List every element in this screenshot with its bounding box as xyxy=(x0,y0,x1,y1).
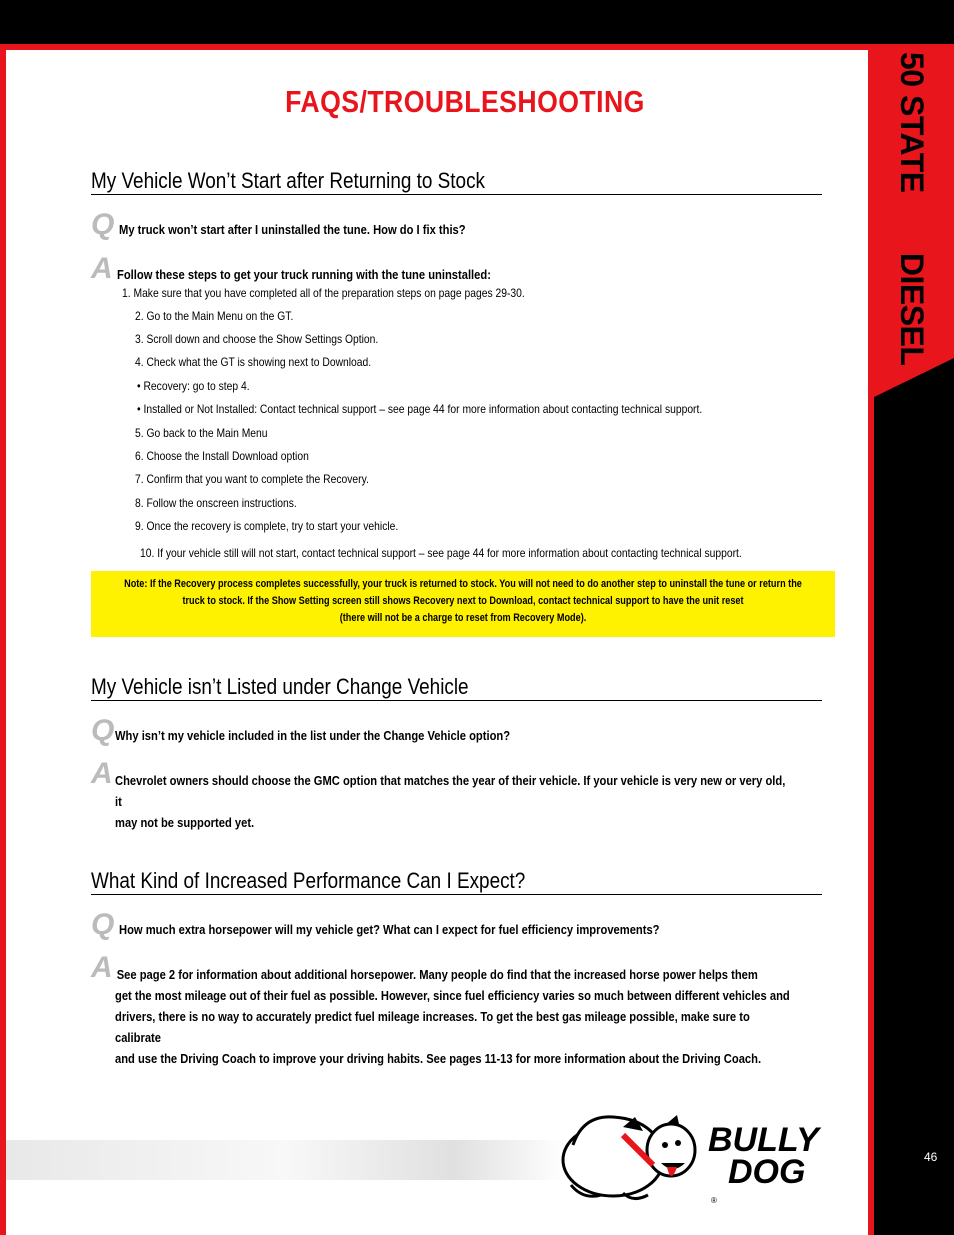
bulldog-mascot-icon xyxy=(563,1115,695,1199)
side-title-gt: GT xyxy=(894,201,930,253)
side-title xyxy=(884,52,940,366)
section1-heading-text: My Vehicle Won’t Start after Returning to Stock xyxy=(91,168,486,193)
top-bar xyxy=(0,0,954,44)
logo-text-bully: BULLY xyxy=(708,1121,819,1159)
side-title-diesel: DIESEL xyxy=(894,252,930,366)
section3-answer-line-2: get the most mileage out of their fuel as possible. However, since fuel efficiency varies so much between different vehicles and xyxy=(115,988,790,1003)
section3-answer-line-3: drivers, there is no way to accurately predict fuel mileage increases. To get the best gas mileage possible, make sure to calibrate xyxy=(115,1009,750,1045)
logo-text-dog: DOG xyxy=(728,1153,806,1191)
footer-gradient-bar xyxy=(6,1140,566,1180)
section3-answer xyxy=(115,964,794,1069)
step-9: 9. Once the recovery is complete, try to start your vehicle. xyxy=(135,519,399,533)
section2-question: Why isn’t my vehicle included in the list under the Change Vehicle option? xyxy=(115,728,511,743)
step-4-bullet-1: • Recovery: go to step 4. xyxy=(137,379,250,393)
note-line-1: Note: If the Recovery process completes successfully, your truck is returned to stock. You will not need to do another step to uninstall the tune or return the xyxy=(124,578,802,590)
section2-q-letter: Q xyxy=(91,714,115,747)
step-4-bullet-2: • Installed or Not Installed: Contact technical support – see page 44 for more information about contacting technical support. xyxy=(137,402,703,416)
section3-heading-text: What Kind of Increased Performance Can I Expect? xyxy=(91,868,526,893)
section2-heading xyxy=(91,674,822,701)
section3-answer-line-1: See page 2 for information about additional horsepower. Many people do find that the increased horse power helps them xyxy=(116,967,758,982)
step-3: 3. Scroll down and choose the Show Settings Option. xyxy=(135,332,379,346)
step-2: 2. Go to the Main Menu on the GT. xyxy=(135,309,294,323)
section1-question: My truck won’t start after I uninstalled the tune. How do I fix this? xyxy=(119,222,466,237)
section2-heading-text: My Vehicle isn’t Listed under Change Vehicle xyxy=(91,674,469,699)
section2-a-letter: A xyxy=(91,757,113,790)
bully-dog-logo xyxy=(553,1105,843,1205)
note-line-2: truck to stock. If the Show Setting screen still shows Recovery next to Download, contact technical support to have the unit reset xyxy=(182,595,744,607)
step-1: 1. Make sure that you have completed all of the preparation steps on page pages 29-30. xyxy=(122,286,525,300)
section2-answer-line-1: Chevrolet owners should choose the GMC option that matches the year of their vehicle. If your vehicle is very new or very old, it xyxy=(115,773,786,809)
registered-mark: ® xyxy=(711,1196,717,1205)
section3-question: How much extra horsepower will my vehicle get? What can I expect for fuel efficiency improvements? xyxy=(119,922,660,937)
note-box xyxy=(91,571,835,637)
step-10: 10. If your vehicle still will not start, contact technical support – see page 44 for more information about contacting technical support. xyxy=(140,546,742,560)
section3-answer-line-4: and use the Driving Coach to improve your driving habits. See pages 11-13 for more information about the Driving Coach. xyxy=(115,1051,762,1066)
step-8: 8. Follow the onscreen instructions. xyxy=(135,496,297,510)
section1-answer-intro: Follow these steps to get your truck running with the tune uninstalled: xyxy=(117,267,491,282)
section3-heading xyxy=(91,868,822,895)
step-5: 5. Go back to the Main Menu xyxy=(135,426,268,440)
step-4: 4. Check what the GT is showing next to Download. xyxy=(135,355,372,369)
section1-heading xyxy=(91,168,822,195)
section1-a-letter: A xyxy=(91,252,113,285)
section2-answer xyxy=(115,770,794,833)
section3-q-letter: Q xyxy=(91,908,115,941)
note-line-3: (there will not be a charge to reset from Recovery Mode). xyxy=(339,612,587,624)
page-title: FAQS/TROUBLESHOOTING xyxy=(285,84,645,119)
step-7: 7. Confirm that you want to complete the Recovery. xyxy=(135,472,369,486)
step-6: 6. Choose the Install Download option xyxy=(135,449,309,463)
page-number: 46 xyxy=(924,1150,938,1164)
section2-answer-line-2: may not be supported yet. xyxy=(115,815,255,830)
section3-a-letter: A xyxy=(91,951,113,984)
section1-q-letter: Q xyxy=(91,208,115,241)
side-title-part1: 50 STATE xyxy=(894,52,930,202)
